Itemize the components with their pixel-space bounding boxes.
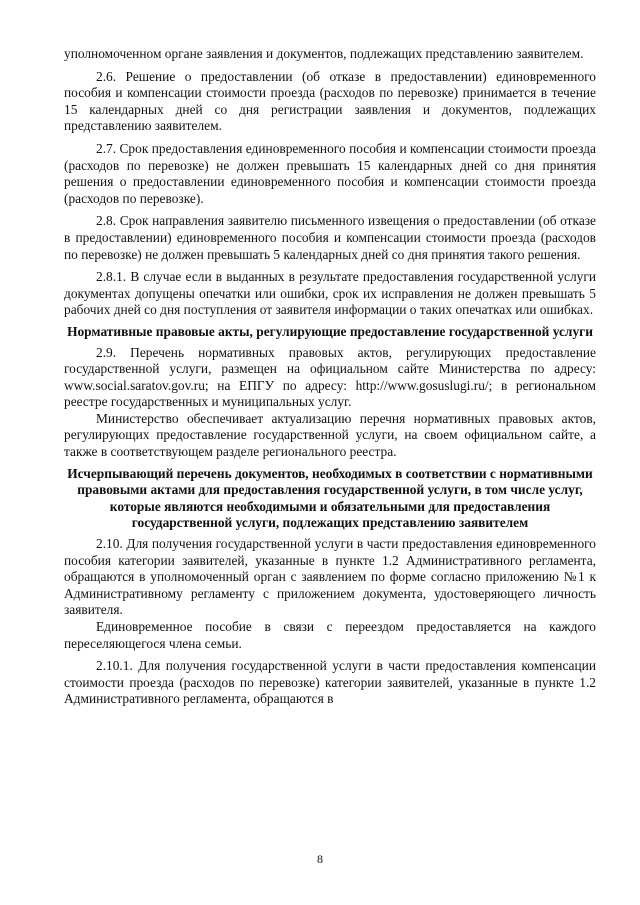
section-heading-normative-acts: Нормативные правовые акты, регулирующие предоставление государственной услуги (67, 323, 593, 339)
paragraph-allowance-per-member: Единовременное пособие в связи с переездом предоставляется на каждого переселяющегося члена семьи. (64, 619, 596, 651)
document-body (64, 46, 596, 708)
page-number: 8 (317, 852, 323, 866)
paragraph-2-10: 2.10. Для получения государственной услуги в части предоставления единовременного пособия категории заявителей, указанные в пункте 1.2 Административного регламента, обращаются в уполномоченный орган с заявлением по форме согласно приложению №1 к Административному регламенту с приложением документа, удостоверяющего личность заявителя. (64, 536, 596, 618)
paragraph-2-10-1: 2.10.1. Для получения государственной услуги в части предоставления компенсации стоимости проезда (расходов по перевозке) категории заявителей, указанные в пункте 1.2 Административного регламента, обращаются в (64, 658, 596, 707)
paragraph-2-9: 2.9. Перечень нормативных правовых актов, регулирующих предоставление государственной услуги, размещен на официальном сайте Министерства по адресу: www.social.saratov.gov.ru; на ЕПГУ по адресу: http://www.gosuslugi.ru/; в региональном реестре государственных и муниципальных услуг. (64, 344, 596, 410)
paragraph-continuation: уполномоченном органе заявления и документов, подлежащих представлению заявителем. (64, 46, 584, 61)
paragraph-2-6: 2.6. Решение о предоставлении (об отказе в предоставлении) единовременного пособия и компенсации стоимости проезда (расходов по перевозке) принимается в течение 15 календарных дней со дня регистрации заявления и документов, подлежащих представлению заявителем. (64, 68, 596, 134)
paragraph-ministry-updates: Министерство обеспечивает актуализацию перечня нормативных правовых актов, регулирующих предоставление государственной услуги, на своем официальном сайте, а также в соответствующем разделе регионального реестра. (64, 410, 596, 460)
paragraph-2-7: 2.7. Срок предоставления единовременного пособия и компенсации стоимости проезда (расходов по перевозке) не должен превышать 15 календарных дней со дня принятия решения о предоставлении единовременного пособия и компенсации стоимости проезда (расходов по перевозке). (64, 140, 596, 206)
paragraph-2-8-1: 2.8.1. В случае если в выданных в результате предоставления государственной услуги документах допущены опечатки или ошибки, срок их исправления не должен превышать 5 рабочих дней со дня поступления от заявителя информации о таких опечатках или ошибках. (64, 269, 596, 318)
section-heading-documents-list: Исчерпывающий перечень документов, необходимых в соответствии с нормативными правовыми актами для предоставления государственной услуги, в том числе услуг, которые являются необходимыми и обязательными для предоставления государственной услуги, подлежащих представлению заявителем (67, 465, 593, 531)
paragraph-2-8: 2.8. Срок направления заявителю письменного извещения о предоставлении (об отказе в предоставлении) единовременного пособия и компенсации стоимости проезда (расходов по перевозке) не должен превышать 5 календарных дней со дня принятия такого решения. (64, 213, 596, 262)
